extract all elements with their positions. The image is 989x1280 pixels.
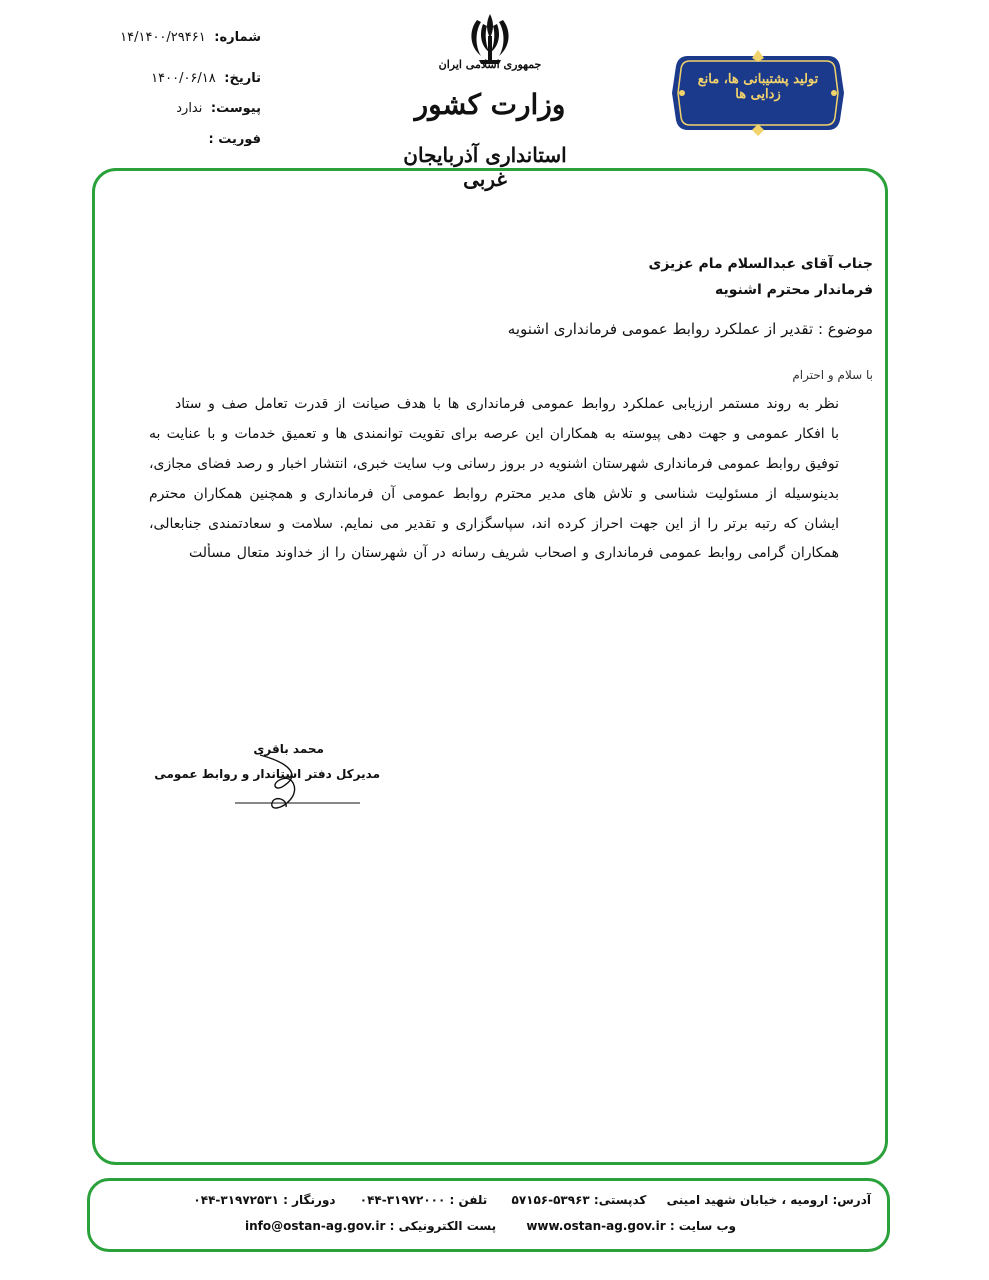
- province-title: استانداری آذربایجان غربی: [403, 143, 567, 191]
- footer-fax-label: دورنگار :: [283, 1193, 336, 1207]
- slogan-text: تولید پشتیبانی ها، مانع زدایی ها: [697, 72, 819, 102]
- footer-postal-label: کدپستی:: [593, 1193, 647, 1207]
- footer-website-value[interactable]: www.ostan-ag.gov.ir: [526, 1219, 666, 1233]
- letter-attachment: [176, 101, 261, 116]
- paragraph-line: ایشان که رتبه برتر را از این جهت احراز کرده اند، سپاسگزاری و تقدیر می نمایم. سلامت و سعادتمندی جنابعالی،: [149, 516, 839, 532]
- recipient-name: جناب آقای عبدالسلام مام عزیزی: [648, 256, 873, 272]
- footer-website-label: وب سایت :: [669, 1219, 736, 1233]
- paragraph-line: همکاران گرامی روابط عمومی فرمانداری و اصحاب شریف رسانه در آن شهرستان را از خداوند متعال مسألت: [189, 545, 839, 561]
- greeting: با سلام و احترام: [792, 368, 873, 382]
- footer-postal-value: ۵۷۱۵۶-۵۳۹۶۳: [511, 1193, 590, 1207]
- ministry-title: وزارت کشور: [414, 88, 566, 121]
- republic-title: جمهوری اسلامی ایران: [438, 58, 542, 71]
- paragraph-line: بدینوسیله از مسئولیت شناسی و تلاش های مدیر محترم روابط عمومی آن فرمانداری و همچنین همکاران محترم: [149, 486, 839, 502]
- signatory-name: محمد باقری: [253, 742, 324, 756]
- letter-attachment-label: پیوست:: [210, 101, 261, 116]
- footer-phone-label: تلفن :: [449, 1193, 488, 1207]
- footer-phone-value: ۰۴۴-۳۱۹۷۲۰۰۰: [359, 1193, 446, 1207]
- letter-subject: موضوع : تقدیر از عملکرد روابط عمومی فرمانداری اشنویه: [507, 320, 873, 338]
- letter-priority: [204, 132, 261, 147]
- letter-number-label: شماره:: [214, 30, 261, 45]
- letter-date-label: تاریخ:: [224, 71, 261, 86]
- letter-frame: [92, 168, 888, 1165]
- paragraph-line: نظر به روند مستمر ارزیابی عملکرد روابط عمومی فرمانداری ها با هدف صیانت از قدرت تعامل صف و ستاد: [175, 396, 839, 412]
- letter-date-value: ۱۴۰۰/۰۶/۱۸: [151, 71, 216, 86]
- letter-attachment-value: ندارد: [176, 101, 203, 116]
- recipient-title: فرماندار محترم اشنویه: [715, 282, 873, 298]
- handwritten-signature: [230, 745, 365, 820]
- letter-number-value: ۱۴/۱۴۰۰/۲۹۴۶۱: [120, 30, 206, 45]
- footer-row-web: [245, 1219, 736, 1233]
- letter-number: [120, 30, 261, 45]
- paragraph-line: با افکار عمومی و جهت دهی پیوسته به همکاران این عرصه برای تقویت توانمندی ها و تعمیق خدمات و با عنایت به: [149, 426, 839, 442]
- footer-email-value[interactable]: info@ostan-ag.gov.ir: [245, 1219, 386, 1233]
- signatory-title: مدیرکل دفتر استاندار و روابط عمومی: [154, 767, 380, 781]
- footer-address: آدرس: ارومیه ، خیابان شهید امینی: [666, 1193, 871, 1207]
- footer-row-contact: [193, 1193, 871, 1207]
- letter-date: [151, 71, 261, 86]
- letter-priority-label: فوریت :: [208, 132, 261, 147]
- footer-email-label: پست الکترونیکی :: [389, 1219, 497, 1233]
- footer-fax-value: ۰۴۴-۳۱۹۷۲۵۳۱: [193, 1193, 279, 1207]
- letter-footer: [87, 1178, 890, 1252]
- paragraph-line: توفیق روابط عمومی فرمانداری شهرستان اشنویه در بروز رسانی وب سایت خبری، انتشار اخبار و رصد فضای مجازی،: [149, 456, 839, 472]
